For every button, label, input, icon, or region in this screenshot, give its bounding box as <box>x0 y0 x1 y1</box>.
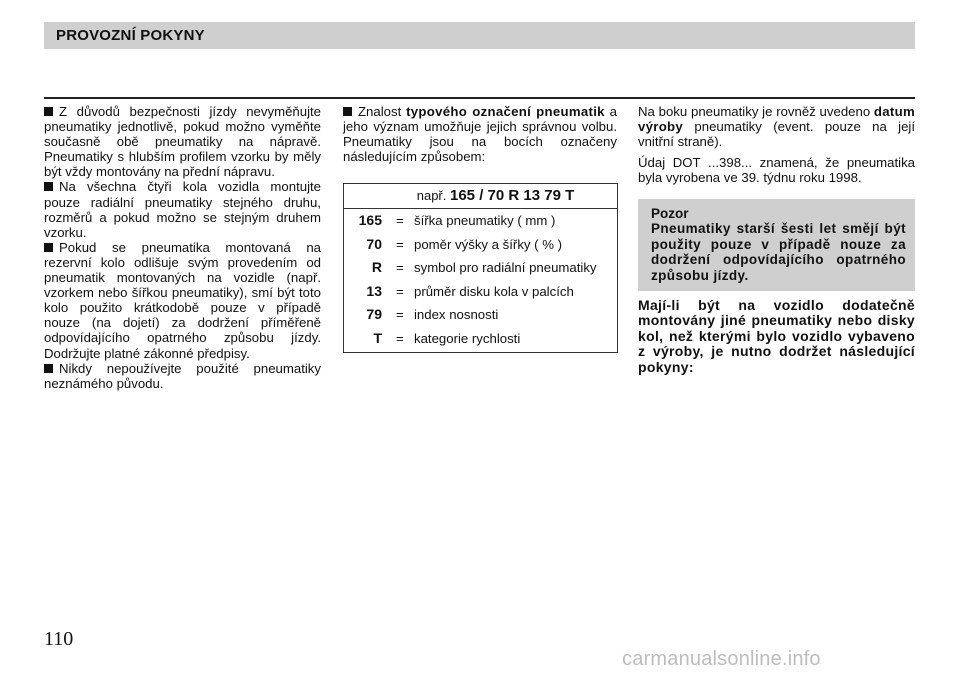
paragraph: Pokud se pneumatika montovaná na rezervní kolo odlišuje svým provedením od pneumatik montovaných na vozidle (např. vzorkem nebo šířkou pneumatiky), smí být toto kolo použito krátkodobě pouze v případě nouze (na dojetí) za dodržení příměřeně odpovídajícího opatrného způsobu jízdy. Dodržujte platné zákonné předpisy. <box>44 239 321 361</box>
tire-example-header: např. 165 / 70 R 13 79 T <box>344 184 617 209</box>
tire-row <box>344 209 617 233</box>
bullet-square-icon <box>44 107 53 116</box>
column-1 <box>44 104 321 391</box>
tire-code: 79 <box>366 306 382 323</box>
tire-code: 13 <box>366 282 382 299</box>
tire-designation-term: typového označení pneumatik <box>406 104 605 119</box>
tire-row <box>344 327 617 351</box>
bullet-square-icon <box>44 182 53 191</box>
page-number: 110 <box>44 628 74 650</box>
bullet-square-icon <box>44 364 53 373</box>
tire-row <box>344 280 617 304</box>
tire-code: 165 <box>358 212 382 228</box>
tire-eq: = <box>396 236 404 252</box>
tire-desc: index nosnosti <box>414 307 499 323</box>
warning-box <box>638 199 915 291</box>
paragraph: Na boku pneumatiky je rovněž uvedeno datum výroby pneumatiky (event. pouze na její vnitřní straně). <box>638 104 915 150</box>
tire-desc: šířka pneumatiky ( mm ) <box>414 213 556 228</box>
tire-desc: kategorie rychlosti <box>414 330 521 346</box>
tire-row <box>344 233 617 257</box>
tire-desc: symbol pro radiální pneumatiky <box>414 260 597 276</box>
tire-row <box>344 256 617 280</box>
horizontal-rule <box>44 97 915 99</box>
bullet-square-icon <box>343 107 352 116</box>
intro-paragraph: Znalost typového označení pneumatik a jeho význam umožňuje jejich správnou volbu. Pneumatiky jsou na bocích označeny následujícím způsobem: <box>343 104 617 165</box>
warning-title: Pozor <box>651 206 689 221</box>
tire-rows <box>344 209 617 351</box>
tire-row <box>344 303 617 327</box>
paragraph: Z důvodů bezpečnosti jízdy nevyměňujte pneumatiky jednotlivě, pokud možno vyměňte současně obě pneumatiky na nápravě. Pneumatiky s hlubším profilem vzorku by měly být vždy montovány na přední nápravu. <box>44 104 321 180</box>
section-title: PROVOZNÍ POKYNY <box>56 27 205 44</box>
tire-code: T <box>373 329 382 346</box>
column-3 <box>638 104 915 185</box>
tire-eq: = <box>396 330 404 346</box>
paragraph: Údaj DOT ...398... znamená, že pneumatika byla vyrobena ve 39. týdnu roku 1998. <box>638 155 915 186</box>
tire-code: R <box>371 259 382 276</box>
tire-desc: poměr výšky a šířky ( % ) <box>414 236 563 252</box>
paragraph: Na všechna čtyři kola vozidla montujte pouze radiální pneumatiky stejného druhu, rozměrů a pokud možno se stejným druhem vzorku. <box>44 179 321 240</box>
watermark: carmanualsonline.info <box>622 648 821 670</box>
warning-text: Pneumatiky starší šesti let smějí být použity pouze v případě nouze za dodržení odpovídajícího opatrného způsobu jízdy. <box>651 221 906 283</box>
tire-code: 70 <box>366 235 382 252</box>
column-2 <box>343 104 617 164</box>
tire-eq: = <box>396 307 404 323</box>
tire-eq: = <box>396 283 404 299</box>
tire-example-code: 165 / 70 R 13 79 T <box>450 187 575 204</box>
manufacture-date-term: datum výroby <box>638 104 915 135</box>
instructions-intro: Mají-li být na vozidlo dodatečně montovány jiné pneumatiky nebo disky kol, než kterými bylo vozidlo vybaveno z výroby, je nutno dodržet následující pokyny: <box>638 297 915 375</box>
tire-designation-table <box>343 183 618 353</box>
tire-desc: průměr disku kola v palcích <box>414 283 574 299</box>
section-header-bar <box>44 22 915 49</box>
tire-eq: = <box>396 260 404 276</box>
paragraph: Nikdy nepoužívejte použité pneumatiky neznámého původu. <box>44 360 321 391</box>
bullet-square-icon <box>44 243 53 252</box>
tire-eq: = <box>396 213 404 228</box>
